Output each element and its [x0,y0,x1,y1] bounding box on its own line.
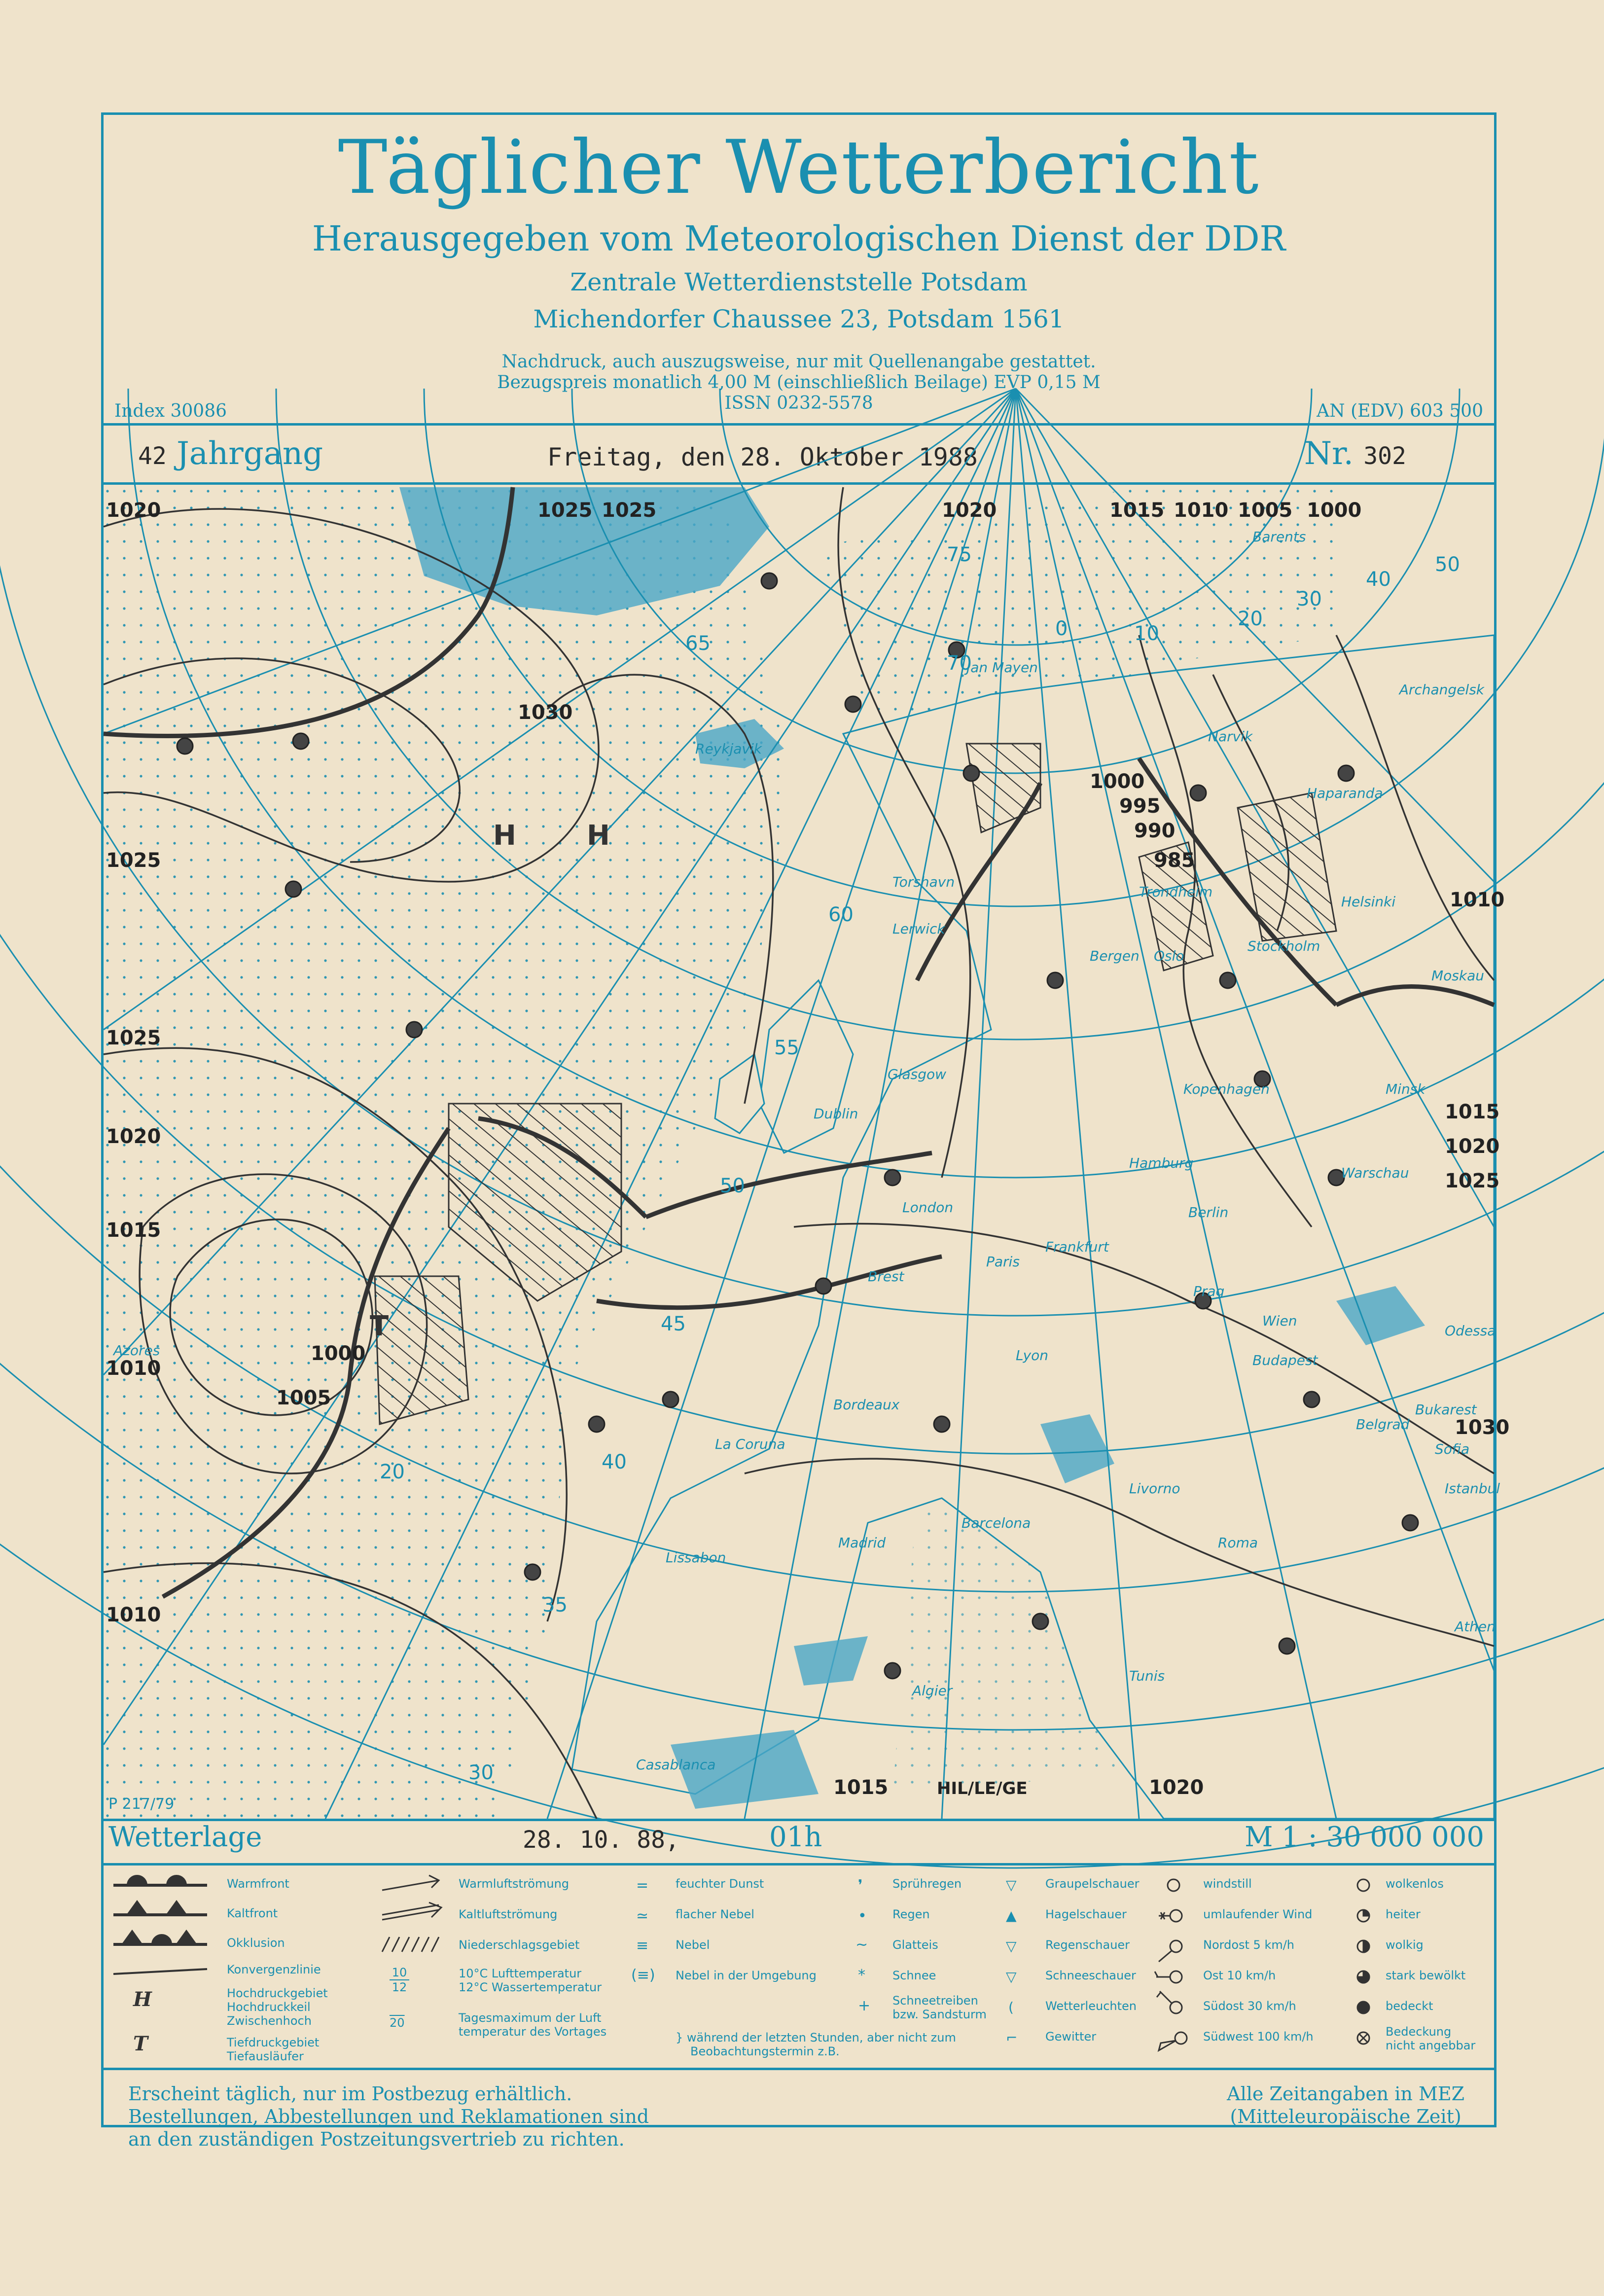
legend-konvergenz: Konvergenzlinie [227,1963,321,1976]
lat-label: 45 [661,1313,686,1335]
legend-warmluft: Warmluftströmung [459,1877,570,1891]
place-glasgow: Glasgow [888,1066,947,1082]
legend-bedeckt: bedeckt [1386,1999,1433,2013]
pressure-label: 1025 [106,849,161,872]
place-prag: Prag [1193,1283,1225,1299]
note-reprint: Nachdruck, auch auszugsweise, nur mit Quellenangabe gestattet. [501,352,1096,372]
issue-date: Freitag, den 28. Oktober 1988 [547,443,978,471]
place-narvik: Narvik [1208,728,1253,745]
legend-nordost: Nordost 5 km/h [1203,1938,1295,1952]
place-helsinki: Helsinki [1341,894,1396,910]
pressure-label: 1010 [106,1357,161,1380]
symbol-hagel: ▲ [1006,1907,1017,1924]
legend-past-note-1: } während der letzten Stunden, aber nicht zum [676,2031,956,2045]
symbol-gewitter: ⌐ [1006,2030,1018,2046]
legend-ost: Ost 10 km/h [1203,1969,1276,1982]
place-istanbul: Istanbul [1445,1480,1500,1497]
place-barents: Barents [1252,529,1306,545]
symbol-nebel: ≡ [636,1937,649,1954]
legend-past-note-2: Beobachtungstermin z.B. [690,2045,840,2058]
legend-hochkeil: Hochdruckkeil [227,2000,311,2014]
caption-label: Wetterlage [108,1821,262,1853]
legend-spruehregen: Sprühregen [892,1877,962,1891]
place-lerwick: Lerwick [892,921,945,937]
place-archangelsk: Archangelsk [1399,682,1484,698]
high-symbol: H [133,1988,152,2011]
lat-label: 55 [774,1037,799,1059]
pressure-label: 1025 [537,499,593,522]
low-symbol: T [133,2032,148,2055]
place-bergen: Bergen [1090,948,1140,964]
pressure-label: 1015 [1109,499,1165,522]
reprint-note [104,352,1494,414]
legend-windstill: windstill [1203,1877,1252,1891]
place-azores: Azores [113,1342,160,1359]
place-lyon: Lyon [1016,1347,1049,1363]
footer-time-note-2: (Mitteleuropäische Zeit) [1230,2106,1461,2127]
legend-hoch: Hochdruckgebiet [227,1986,328,2000]
symbol-schneetreiben: + [858,1997,871,2014]
divider [104,482,1494,485]
lat-label: 60 [828,903,854,926]
legend-tmax-1: Tagesmaximum der Luft [459,2011,602,2025]
pressure-label: 1030 [1455,1416,1510,1439]
place-frankfurt: Frankfurt [1045,1239,1109,1255]
report-title: Täglicher Wetterbericht [338,125,1260,211]
legend-suedost: Südost 30 km/h [1203,1999,1296,2013]
footer-line-3: an den zuständigen Postzeitungsvertrieb zu richten. [128,2128,625,2150]
caption-time: 01h [769,1821,822,1853]
legend-tief: Tiefdruckgebiet [227,2036,320,2049]
office: Zentrale Wetterdienststelle Potsdam [570,268,1028,296]
place-reykjavik: Reykjavik [695,741,762,757]
divider [104,1863,1494,1866]
place-algier: Algier [912,1683,953,1699]
symbol-graupel: ▽ [1006,1877,1017,1893]
map-reference: P 217/79 [108,1795,175,1813]
legend-hagel: Hagelschauer [1045,1907,1127,1921]
legend-regen: Regen [892,1907,930,1921]
place-budapest: Budapest [1252,1352,1318,1368]
nr-label: Nr. [1304,435,1354,472]
legend-schneeschauer: Schneeschauer [1045,1969,1136,1982]
lon-label: 10 [1134,622,1159,645]
place-stockholm: Stockholm [1248,938,1320,954]
divider [104,2068,1494,2070]
legend-nebel-umgebung: Nebel in der Umgebung [676,1969,817,1982]
pressure-label: 1000 [1307,499,1362,522]
place-london: London [902,1199,954,1216]
pressure-label: 985 [1154,849,1195,872]
pressure-label: 1010 [1174,499,1229,522]
place-brest: Brest [868,1268,904,1285]
place-casablanca: Casablanca [636,1757,716,1773]
lat-label: 50 [720,1175,745,1197]
legend-stark-bewoelkt: stark bewölkt [1386,1969,1466,1982]
analyst-initials: HIL/LE/GE [937,1779,1028,1798]
place-bukarest: Bukarest [1415,1401,1477,1418]
legend-tmax-2: temperatur des Vortages [459,2025,607,2039]
pressure-label: 1020 [106,1125,161,1148]
pressure-label: 1020 [106,499,161,522]
lat-label: 65 [685,632,711,655]
place-jan-mayen: Jan Mayen [966,659,1038,676]
place-warschau: Warschau [1341,1165,1409,1181]
place-tunis: Tunis [1129,1668,1165,1684]
legend-flacher-nebel: flacher Nebel [676,1907,754,1921]
place-oslo: Oslo [1154,948,1184,964]
caption-date: 28. 10. 88, [523,1826,679,1854]
footer-right [1227,2082,1464,2128]
pressure-label: 1025 [1445,1170,1500,1192]
footer-left [128,2082,649,2151]
lon-label: 0 [1055,617,1068,640]
place-barcelona: Barcelona [962,1515,1031,1531]
symbol-schnee: * [858,1967,865,1984]
legend-warmfront: Warmfront [227,1877,289,1891]
place-bordeaux: Bordeaux [833,1397,900,1413]
pressure-label: 1015 [106,1219,161,1242]
place-moskau: Moskau [1431,968,1484,984]
pressure-label: 1020 [942,499,997,522]
place-trondheim: Trondheim [1139,884,1213,900]
legend-niederschlag: Niederschlagsgebiet [459,1938,580,1952]
place-kopenhagen: Kopenhagen [1183,1081,1270,1097]
address: Michendorfer Chaussee 23, Potsdam 1561 [533,305,1065,333]
symbol-glatteis: ∼ [855,1936,868,1953]
legend-sandsturm: bzw. Sandsturm [892,2008,987,2021]
symbol-spruehregen: ❜ [858,1877,863,1894]
wind-symbols [1154,1873,1193,2060]
place-minsk: Minsk [1386,1081,1426,1097]
place-belgrad: Belgrad [1356,1416,1410,1433]
pressure-label: 1015 [833,1776,889,1799]
place-athen: Athen [1455,1618,1496,1635]
legend-wetterleuchten: Wetterleuchten [1045,1999,1137,2013]
low-symbol: T [370,1310,389,1342]
note-issn: ISSN 0232-5578 [724,393,873,413]
legend-dunst: feuchter Dunst [676,1877,764,1891]
pressure-label: 1000 [311,1342,366,1365]
lon-label: 50 [1435,553,1460,576]
footer-line-1: Erscheint täglich, nur im Postbezug erhältlich. [128,2083,572,2105]
place-berlin: Berlin [1188,1204,1229,1220]
volume-number: 42 [138,442,167,470]
caption-scale: M 1 : 30 000 000 [1245,1821,1484,1853]
temp-air-value: 10 [390,1966,409,1980]
lon-label: 40 [1366,568,1391,591]
legend-bedeckung: Bedeckung [1386,2025,1452,2039]
pressure-label: 995 [1119,795,1161,818]
legend-suedwest: Südwest 100 km/h [1203,2030,1314,2044]
weather-map [104,487,1510,1819]
symbol-regenschauer: ▽ [1006,1938,1017,1954]
legend-tiefauslaeufer: Tiefausläufer [227,2049,304,2063]
pressure-label: 1010 [1450,889,1505,911]
symbol-wetterleuchten: ( [1008,1999,1014,2015]
place-livorno: Livorno [1129,1480,1180,1497]
lat-label: 35 [542,1594,568,1616]
legend-glatteis: Glatteis [892,1938,938,1952]
flow-symbols [380,1873,454,1972]
legend-tmax-symbol: 20 [390,2016,405,2030]
issue-number [1304,435,1406,472]
nr-value: 302 [1363,442,1406,470]
volume [138,435,323,472]
index-number: Index 30086 [114,401,227,421]
legend-nicht-angebbar: nicht angebbar [1386,2039,1476,2052]
pressure-label: 1030 [518,701,573,724]
legend [104,1868,1494,2065]
legend-zwischenhoch: Zwischenhoch [227,2014,312,2028]
lat-label: 75 [947,543,972,566]
an-edv-number: AN (EDV) 603 500 [1317,401,1483,421]
pressure-label: 1025 [602,499,657,522]
legend-wolkig: wolkig [1386,1938,1424,1952]
place-sofia: Sofia [1435,1441,1470,1457]
legend-temp-water: 12°C Wassertemperatur [459,1980,602,1994]
lat-label: 40 [602,1451,627,1473]
legend-umlaufend: umlaufender Wind [1203,1907,1313,1921]
legend-schneetreiben: Schneetreiben [892,1994,978,2008]
lon-label: 20 [1238,608,1263,630]
symbol-dunst: = [636,1877,649,1894]
high-symbol: H [493,820,516,852]
legend-schnee: Schnee [892,1969,936,1982]
place-haparanda: Haparanda [1307,785,1383,801]
pressure-label: 1025 [106,1027,161,1049]
legend-graupel: Graupelschauer [1045,1877,1140,1891]
pressure-label: 1020 [1149,1776,1204,1799]
legend-heiter: heiter [1386,1907,1421,1921]
legend-wolkenlos: wolkenlos [1386,1877,1444,1891]
place-wien: Wien [1262,1313,1297,1329]
pressure-label: 1000 [1090,770,1145,793]
legend-temp-symbol [390,1966,409,1994]
legend-kaltfront: Kaltfront [227,1906,278,1920]
place-hamburg: Hamburg [1129,1155,1194,1171]
symbol-flacher-nebel: ≃ [636,1907,649,1925]
pressure-label: 1010 [106,1604,161,1626]
lat-label: 20 [380,1461,405,1483]
place-lissabon: Lissabon [666,1549,726,1566]
footer-line-2: Bestellungen, Abbestellungen und Reklamationen sind [128,2106,649,2127]
lat-label: 70 [947,652,972,675]
symbol-nebel-umgebung: (≡) [631,1967,655,1984]
front-symbols [113,1873,212,2060]
volume-label: Jahrgang [177,435,323,472]
publisher: Herausgegeben vom Meteorologischen Dienst der DDR [312,218,1286,259]
footer-time-note-1: Alle Zeitangaben in MEZ [1227,2083,1464,2105]
lon-label: 30 [1297,588,1322,610]
legend-gewitter: Gewitter [1045,2030,1097,2044]
place-paris: Paris [986,1254,1020,1270]
cloud-symbols [1351,1873,1376,2060]
pressure-label: 1020 [1445,1135,1500,1158]
high-symbol: H [587,820,610,852]
pressure-label: 1015 [1445,1101,1500,1123]
place-dublin: Dublin [814,1106,858,1122]
place-la-coruna: La Coruna [715,1436,785,1452]
place-odessa: Odessa [1445,1323,1496,1339]
temp-water-value: 12 [392,1980,407,1994]
legend-okklusion: Okklusion [227,1936,285,1950]
legend-nebel: Nebel [676,1938,710,1952]
lat-label: 30 [468,1761,494,1784]
note-price: Bezugspreis monatlich 4,00 M (einschließlich Beilage) EVP 0,15 M [497,372,1101,393]
divider [104,423,1494,426]
legend-regenschauer: Regenschauer [1045,1938,1130,1952]
place-torshavn: Torshavn [892,874,955,890]
legend-temp-air: 10°C Lufttemperatur [459,1967,582,1980]
pressure-label: 1005 [276,1387,331,1409]
place-madrid: Madrid [838,1535,886,1551]
pressure-label: 1005 [1238,499,1293,522]
legend-kaltluft: Kaltluftströmung [459,1907,558,1921]
symbol-schneeschauer: ▽ [1006,1969,1017,1985]
pressure-label: 990 [1134,820,1176,842]
place-roma: Roma [1218,1535,1258,1551]
report-sheet [101,112,1510,2150]
symbol-regen: • [858,1907,867,1925]
